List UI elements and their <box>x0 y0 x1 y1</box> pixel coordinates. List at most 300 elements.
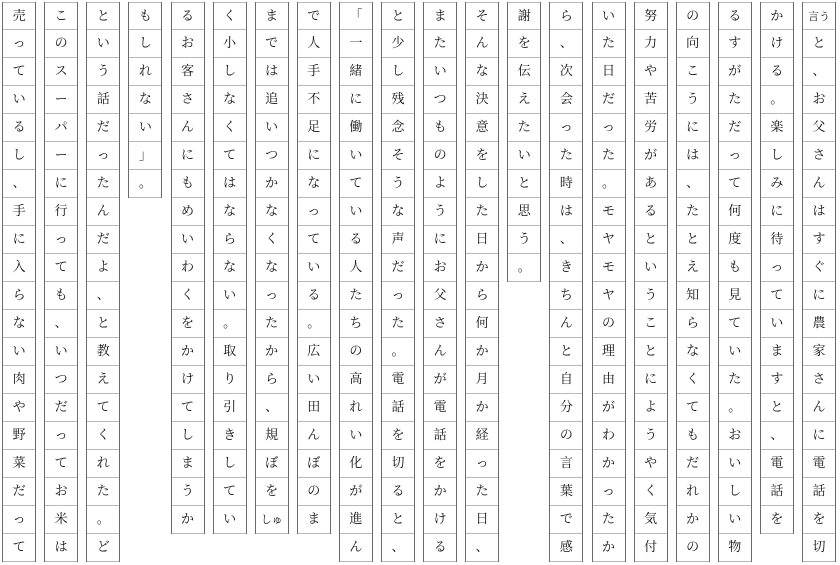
manuscript-cell: に <box>298 142 330 170</box>
manuscript-cell: 手 <box>298 58 330 86</box>
manuscript-cell: よ <box>424 170 456 198</box>
manuscript-cell: か <box>466 254 498 282</box>
manuscript-cell: ん <box>803 170 835 198</box>
manuscript-cell: ら <box>256 366 288 394</box>
manuscript-cell: る <box>719 2 751 30</box>
manuscript-cell: あ <box>635 170 667 198</box>
manuscript-column <box>549 2 583 562</box>
manuscript-cell: く <box>172 282 204 310</box>
manuscript-cell: だ <box>87 114 119 142</box>
manuscript-cell: 日 <box>593 58 625 86</box>
manuscript-cell: て <box>45 254 77 282</box>
manuscript-cell: か <box>256 338 288 366</box>
manuscript-cell: い <box>340 142 372 170</box>
manuscript-cell: つ <box>424 86 456 114</box>
manuscript-cell: と <box>803 30 835 58</box>
manuscript-cell: 「 <box>340 2 372 30</box>
manuscript-cell: を <box>424 450 456 478</box>
manuscript-cell: っ <box>3 30 35 58</box>
manuscript-cell: も <box>45 282 77 310</box>
manuscript-cell: て <box>87 394 119 422</box>
manuscript-cell: ら <box>214 226 246 254</box>
manuscript-cell: 分 <box>550 394 582 422</box>
manuscript-cell: さ <box>172 86 204 114</box>
manuscript-cell: な <box>3 310 35 338</box>
manuscript-cell: た <box>593 30 625 58</box>
manuscript-cell: は <box>256 58 288 86</box>
manuscript-cell: ん <box>803 394 835 422</box>
manuscript-cell: れ <box>87 450 119 478</box>
manuscript-cell: ス <box>45 58 77 86</box>
manuscript-cell: 。 <box>382 338 414 366</box>
manuscript-cell: っ <box>593 114 625 142</box>
manuscript-cell: れ <box>677 478 709 506</box>
manuscript-cell: 規 <box>256 422 288 450</box>
manuscript-cell: た <box>87 478 119 506</box>
manuscript-cell: パ <box>45 114 77 142</box>
manuscript-cell: る <box>298 282 330 310</box>
manuscript-cell: お <box>45 478 77 506</box>
manuscript-cell: の <box>550 422 582 450</box>
manuscript-column <box>381 2 415 562</box>
manuscript-cell: 感 <box>550 534 582 562</box>
manuscript-cell: 労 <box>635 114 667 142</box>
manuscript-cell: お <box>172 30 204 58</box>
manuscript-cell: を <box>256 478 288 506</box>
manuscript-cell: い <box>340 198 372 226</box>
manuscript-cell: い <box>761 310 793 338</box>
manuscript-cell: な <box>214 86 246 114</box>
manuscript-cell: う <box>424 198 456 226</box>
manuscript-cell: か <box>677 506 709 534</box>
manuscript-cell: 野 <box>3 422 35 450</box>
manuscript-cell: 米 <box>45 506 77 534</box>
manuscript-cell: か <box>256 170 288 198</box>
manuscript-cell: い <box>508 142 540 170</box>
manuscript-cell: 高 <box>340 366 372 394</box>
manuscript-cell: 、 <box>3 170 35 198</box>
manuscript-cell: か <box>466 394 498 422</box>
manuscript-cell: と <box>382 2 414 30</box>
manuscript-cell: 足 <box>298 114 330 142</box>
manuscript-cell: も <box>129 2 161 30</box>
manuscript-cell: ー <box>45 86 77 114</box>
manuscript-cell: に <box>172 142 204 170</box>
manuscript-cell: を <box>803 506 835 534</box>
manuscript-cell: だ <box>382 254 414 282</box>
manuscript-cell: い <box>719 338 751 366</box>
manuscript-cell: お <box>803 86 835 114</box>
manuscript-cell: た <box>340 282 372 310</box>
manuscript-cell: っ <box>87 142 119 170</box>
manuscript-column <box>760 2 794 534</box>
manuscript-cell: 向 <box>677 30 709 58</box>
manuscript-cell: っ <box>298 198 330 226</box>
manuscript-cell: っ <box>466 450 498 478</box>
manuscript-cell: と <box>87 2 119 30</box>
manuscript-cell: さ <box>803 366 835 394</box>
manuscript-cell: さ <box>424 310 456 338</box>
manuscript-cell: が <box>340 478 372 506</box>
manuscript-cell: 広 <box>298 338 330 366</box>
manuscript-cell: の <box>45 30 77 58</box>
manuscript-cell: ど <box>87 534 119 562</box>
manuscript-cell: 楽 <box>761 114 793 142</box>
manuscript-cell: ち <box>340 310 372 338</box>
manuscript-cell: に <box>340 86 372 114</box>
manuscript-cell: ら <box>677 310 709 338</box>
manuscript-cell: こ <box>677 58 709 86</box>
manuscript-cell: 言う <box>803 2 835 30</box>
manuscript-cell: き <box>214 422 246 450</box>
manuscript-cell: い <box>172 226 204 254</box>
manuscript-cell: 、 <box>550 30 582 58</box>
manuscript-cell: な <box>214 254 246 282</box>
manuscript-cell: れ <box>340 394 372 422</box>
manuscript-cell: つ <box>45 366 77 394</box>
manuscript-cell: ん <box>466 30 498 58</box>
manuscript-cell: に <box>803 422 835 450</box>
manuscript-cell: 電 <box>803 450 835 478</box>
manuscript-cell: 一 <box>340 30 372 58</box>
manuscript-cell: い <box>214 282 246 310</box>
manuscript-cell: モ <box>593 254 625 282</box>
manuscript-cell: い <box>635 254 667 282</box>
manuscript-cell: 取 <box>214 338 246 366</box>
manuscript-cell: 不 <box>298 86 330 114</box>
manuscript-cell: け <box>424 506 456 534</box>
manuscript-column <box>634 2 668 562</box>
manuscript-cell: い <box>340 422 372 450</box>
manuscript-cell: 時 <box>550 170 582 198</box>
manuscript-cell: 力 <box>635 30 667 58</box>
manuscript-cell: な <box>677 338 709 366</box>
manuscript-cell: 客 <box>172 58 204 86</box>
manuscript-cell: 父 <box>803 114 835 142</box>
manuscript-cell: は <box>214 170 246 198</box>
manuscript-cell: る <box>635 198 667 226</box>
manuscript-cell: 、 <box>550 226 582 254</box>
manuscript-cell: た <box>677 198 709 226</box>
manuscript-cell: ま <box>256 2 288 30</box>
manuscript-cell: ま <box>424 2 456 30</box>
manuscript-cell: て <box>3 58 35 86</box>
manuscript-cell: ー <box>45 142 77 170</box>
manuscript-cell: 葉 <box>550 478 582 506</box>
manuscript-cell: ら <box>466 282 498 310</box>
manuscript-cell: る <box>382 478 414 506</box>
manuscript-cell: と <box>635 226 667 254</box>
manuscript-cell: た <box>508 114 540 142</box>
manuscript-cell: し <box>214 450 246 478</box>
manuscript-cell: だ <box>593 86 625 114</box>
manuscript-cell: に <box>424 226 456 254</box>
manuscript-cell: わ <box>593 422 625 450</box>
manuscript-column <box>802 2 836 562</box>
manuscript-cell: 緒 <box>340 58 372 86</box>
manuscript-cell: っ <box>382 282 414 310</box>
manuscript-cell: 、 <box>466 534 498 562</box>
manuscript-cell: は <box>550 198 582 226</box>
manuscript-cell: を <box>466 142 498 170</box>
manuscript-cell: で <box>256 30 288 58</box>
manuscript-cell: 農 <box>803 310 835 338</box>
manuscript-cell: 電 <box>382 366 414 394</box>
manuscript-cell: を <box>382 422 414 450</box>
manuscript-cell: う <box>172 478 204 506</box>
manuscript-cell: ま <box>761 338 793 366</box>
manuscript-column <box>507 2 541 282</box>
manuscript-cell: に <box>635 366 667 394</box>
manuscript-cell: い <box>256 114 288 142</box>
manuscript-column <box>676 2 710 562</box>
manuscript-cell: で <box>298 2 330 30</box>
manuscript-cell: 何 <box>719 198 751 226</box>
manuscript-cell: ん <box>550 310 582 338</box>
manuscript-cell: 謝 <box>508 2 540 30</box>
manuscript-cell: 菜 <box>3 450 35 478</box>
manuscript-cell: 、 <box>677 170 709 198</box>
manuscript-cell: い <box>45 338 77 366</box>
manuscript-cell: の <box>424 142 456 170</box>
manuscript-cell: 入 <box>3 254 35 282</box>
manuscript-cell: 度 <box>719 226 751 254</box>
manuscript-cell: 追 <box>256 86 288 114</box>
manuscript-cell: た <box>550 142 582 170</box>
manuscript-cell: 手 <box>3 198 35 226</box>
manuscript-cell: っ <box>761 254 793 282</box>
manuscript-cell: が <box>719 58 751 86</box>
manuscript-cell: 切 <box>382 450 414 478</box>
manuscript-cell: の <box>298 478 330 506</box>
manuscript-cell: 日 <box>466 226 498 254</box>
manuscript-cell: 、 <box>761 422 793 450</box>
manuscript-cell: 努 <box>635 2 667 30</box>
manuscript-cell: と <box>677 226 709 254</box>
manuscript-cell: 言 <box>550 450 582 478</box>
manuscript-cell: 思 <box>508 198 540 226</box>
manuscript-cell: に <box>677 114 709 142</box>
manuscript-cell: よ <box>635 394 667 422</box>
manuscript-column <box>592 2 626 562</box>
manuscript-cell: に <box>3 226 35 254</box>
manuscript-cell: 。 <box>593 170 625 198</box>
manuscript-cell: 何 <box>466 310 498 338</box>
manuscript-cell: 日 <box>466 506 498 534</box>
manuscript-cell: 声 <box>382 226 414 254</box>
manuscript-cell: ん <box>298 422 330 450</box>
manuscript-cell: め <box>172 198 204 226</box>
manuscript-cell: る <box>340 226 372 254</box>
manuscript-cell: ぼ <box>256 450 288 478</box>
manuscript-cell: う <box>677 86 709 114</box>
manuscript-cell: そ <box>466 2 498 30</box>
manuscript-cell: だ <box>3 478 35 506</box>
manuscript-cell: 月 <box>466 366 498 394</box>
manuscript-cell: し <box>214 58 246 86</box>
manuscript-cell: ヤ <box>593 226 625 254</box>
manuscript-cell: 話 <box>87 86 119 114</box>
manuscript-cell: を <box>508 30 540 58</box>
manuscript-cell: す <box>761 366 793 394</box>
manuscript-cell: る <box>172 2 204 30</box>
manuscript-cell: み <box>761 170 793 198</box>
manuscript-cell: 気 <box>635 506 667 534</box>
manuscript-cell: 付 <box>635 534 667 562</box>
manuscript-cell: い <box>424 58 456 86</box>
manuscript-cell: こ <box>635 310 667 338</box>
manuscript-cell: よ <box>87 254 119 282</box>
manuscript-cell: た <box>593 506 625 534</box>
manuscript-cell: っ <box>3 506 35 534</box>
manuscript-cell: し <box>129 30 161 58</box>
manuscript-cell: 。 <box>129 170 161 198</box>
manuscript-cell: 。 <box>761 86 793 114</box>
manuscript-cell: と <box>635 338 667 366</box>
manuscript-cell: 」 <box>129 142 161 170</box>
manuscript-cell: し <box>761 142 793 170</box>
manuscript-cell: す <box>719 30 751 58</box>
manuscript-cell: っ <box>45 422 77 450</box>
manuscript-column <box>423 2 457 562</box>
manuscript-cell: お <box>424 254 456 282</box>
manuscript-cell: た <box>593 142 625 170</box>
manuscript-cell: 小 <box>214 30 246 58</box>
manuscript-cell: わ <box>172 254 204 282</box>
manuscript-cell: 。 <box>298 310 330 338</box>
manuscript-cell: ん <box>340 534 372 562</box>
manuscript-cell: だ <box>87 226 119 254</box>
manuscript-cell: っ <box>550 114 582 142</box>
manuscript-cell: し <box>3 142 35 170</box>
manuscript-cell: い <box>87 30 119 58</box>
manuscript-column <box>44 2 78 562</box>
manuscript-cell: つ <box>256 142 288 170</box>
manuscript-cell: 電 <box>761 450 793 478</box>
manuscript-cell: く <box>677 366 709 394</box>
manuscript-cell: う <box>382 170 414 198</box>
manuscript-cell: 伝 <box>508 58 540 86</box>
manuscript-cell: た <box>466 478 498 506</box>
manuscript-cell: り <box>214 366 246 394</box>
manuscript-cell: か <box>466 338 498 366</box>
manuscript-cell: 由 <box>593 366 625 394</box>
manuscript-cell: す <box>803 226 835 254</box>
manuscript-cell: 肉 <box>3 366 35 394</box>
manuscript-cell: た <box>87 170 119 198</box>
manuscript-cell: 人 <box>298 30 330 58</box>
manuscript-cell: の <box>677 534 709 562</box>
manuscript-cell: に <box>45 170 77 198</box>
manuscript-cell: は <box>803 198 835 226</box>
manuscript-cell: や <box>3 394 35 422</box>
manuscript-column <box>213 2 247 534</box>
manuscript-cell: な <box>256 198 288 226</box>
manuscript-cell: う <box>635 282 667 310</box>
manuscript-cell: 。 <box>508 254 540 282</box>
manuscript-cell: る <box>761 58 793 86</box>
manuscript-cell: て <box>172 394 204 422</box>
manuscript-cell: た <box>719 86 751 114</box>
manuscript-cell: 父 <box>424 282 456 310</box>
manuscript-cell: ぐ <box>803 254 835 282</box>
manuscript-cell: 自 <box>550 366 582 394</box>
manuscript-cell: ら <box>3 282 35 310</box>
manuscript-cell: 待 <box>761 226 793 254</box>
manuscript-cell: な <box>466 58 498 86</box>
manuscript-cell: ら <box>550 2 582 30</box>
manuscript-cell: と <box>508 170 540 198</box>
manuscript-cell: ま <box>298 506 330 534</box>
manuscript-cell: 教 <box>87 338 119 366</box>
manuscript-cell: っ <box>719 142 751 170</box>
manuscript-cell: と <box>382 506 414 534</box>
manuscript-cell: た <box>424 30 456 58</box>
manuscript-cell: く <box>635 478 667 506</box>
manuscript-cell: 電 <box>424 394 456 422</box>
manuscript-cell: の <box>340 338 372 366</box>
manuscript-column <box>339 2 373 562</box>
manuscript-cell: て <box>719 170 751 198</box>
manuscript-cell: 決 <box>466 86 498 114</box>
manuscript-column <box>465 2 499 562</box>
manuscript-cell: か <box>593 534 625 562</box>
manuscript-cell: 経 <box>466 422 498 450</box>
manuscript-cell: う <box>87 58 119 86</box>
manuscript-cell: て <box>340 170 372 198</box>
manuscript-cell: い <box>3 338 35 366</box>
manuscript-cell: そ <box>382 142 414 170</box>
manuscript-cell: て <box>761 282 793 310</box>
manuscript-cell: に <box>803 282 835 310</box>
manuscript-cell: ん <box>424 338 456 366</box>
manuscript-cell: う <box>635 422 667 450</box>
manuscript-cell: 。 <box>87 506 119 534</box>
manuscript-cell: く <box>214 2 246 30</box>
manuscript-cell: い <box>3 86 35 114</box>
manuscript-cell: ん <box>87 198 119 226</box>
manuscript-cell: に <box>761 198 793 226</box>
manuscript-column <box>718 2 752 562</box>
manuscript-cell: 、 <box>45 310 77 338</box>
manuscript-cell: い <box>719 506 751 534</box>
manuscript-cell: しゅ <box>256 506 288 534</box>
manuscript-cell: 話 <box>803 478 835 506</box>
manuscript-cell: け <box>761 30 793 58</box>
manuscript-cell: し <box>719 478 751 506</box>
manuscript-cell: ん <box>172 114 204 142</box>
manuscript-cell: 次 <box>550 58 582 86</box>
manuscript-cell: や <box>635 58 667 86</box>
manuscript-cell: る <box>3 114 35 142</box>
manuscript-cell: モ <box>593 198 625 226</box>
manuscript-cell: 、 <box>256 394 288 422</box>
manuscript-cell: し <box>382 58 414 86</box>
manuscript-cell: 見 <box>719 282 751 310</box>
manuscript-cell: か <box>593 450 625 478</box>
manuscript-cell: を <box>172 310 204 338</box>
manuscript-cell: 念 <box>382 114 414 142</box>
manuscript-cell: な <box>298 170 330 198</box>
manuscript-cell: し <box>466 170 498 198</box>
manuscript-cell: か <box>424 478 456 506</box>
manuscript-cell: っ <box>256 282 288 310</box>
manuscript-cell: だ <box>45 394 77 422</box>
manuscript-cell: か <box>172 506 204 534</box>
manuscript-cell: も <box>719 254 751 282</box>
manuscript-cell: 家 <box>803 338 835 366</box>
manuscript-cell: 理 <box>593 338 625 366</box>
